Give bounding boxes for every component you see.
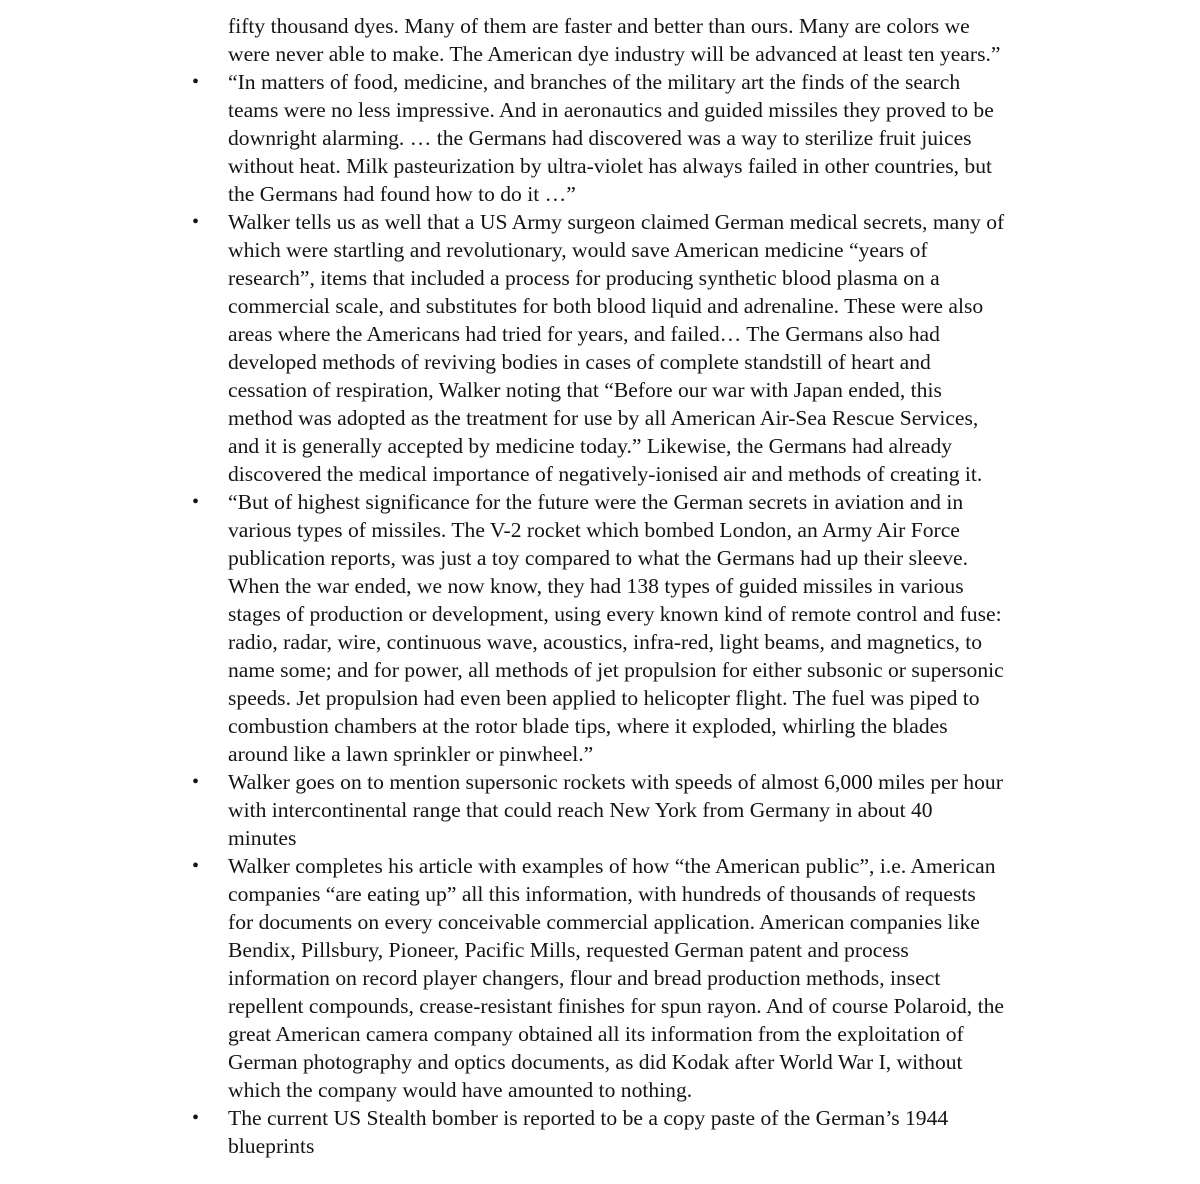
text-line: Walker tells us as well that a US Army surgeon claimed German medical secrets, many of bbox=[228, 210, 1005, 234]
text-line: various types of missiles. The V-2 rocket which bombed London, an Army Air Force bbox=[228, 518, 960, 542]
bullet-item-supersonic-rockets bbox=[0, 768, 1048, 852]
text-line: teams were no less impressive. And in aeronautics and guided missiles they proved to be bbox=[228, 98, 994, 122]
bullet-icon: • bbox=[192, 771, 200, 793]
bullet-icon: • bbox=[192, 211, 200, 233]
text-line: and it is generally accepted by medicine today.” Likewise, the Germans had already bbox=[228, 434, 953, 458]
text-line: publication reports, was just a toy compared to what the Germans had up their sleeve. bbox=[228, 546, 968, 570]
text-line: speeds. Jet propulsion had even been applied to helicopter flight. The fuel was piped to bbox=[228, 686, 980, 710]
text-line: for documents on every conceivable commercial application. American companies like bbox=[228, 910, 980, 934]
text-line: companies “are eating up” all this information, with hundreds of thousands of requests bbox=[228, 882, 976, 906]
bullet-icon: • bbox=[192, 71, 200, 93]
text-line: combustion chambers at the rotor blade tips, where it exploded, whirling the blades bbox=[228, 714, 948, 738]
text-line: information on record player changers, flour and bread production methods, insect bbox=[228, 966, 941, 990]
text-line: minutes bbox=[228, 826, 297, 850]
text-line: were never able to make. The American dye industry will be advanced at least ten years.” bbox=[228, 42, 1001, 66]
text-line: name some; and for power, all methods of jet propulsion for either subsonic or supersonic bbox=[228, 658, 1004, 682]
text-line: radio, radar, wire, continuous wave, acoustics, infra-red, light beams, and magnetics, to bbox=[228, 630, 983, 654]
bullet-item-food-medicine bbox=[0, 68, 1048, 208]
bullet-icon: • bbox=[192, 491, 200, 513]
text-line: Walker completes his article with examples of how “the American public”, i.e. American bbox=[228, 854, 996, 878]
bullet-icon: • bbox=[192, 1107, 200, 1129]
text-line: German photography and optics documents, as did Kodak after World War I, without bbox=[228, 1050, 963, 1074]
bullet-item-stealth-bomber bbox=[0, 1104, 1048, 1160]
text-line: Bendix, Pillsbury, Pioneer, Pacific Mills, requested German patent and process bbox=[228, 938, 909, 962]
text-line: commercial scale, and substitutes for both blood liquid and adrenaline. These were also bbox=[228, 294, 984, 318]
text-line: repellent compounds, crease-resistant finishes for spun rayon. And of course Polaroid, the bbox=[228, 994, 1004, 1018]
text-line: with intercontinental range that could reach New York from Germany in about 40 bbox=[228, 798, 933, 822]
text-line: fifty thousand dyes. Many of them are faster and better than ours. Many are colors we bbox=[228, 14, 970, 38]
text-line: Walker goes on to mention supersonic rockets with speeds of almost 6,000 miles per hour bbox=[228, 770, 1003, 794]
text-line: around like a lawn sprinkler or pinwheel.” bbox=[228, 742, 594, 766]
text-line: The current US Stealth bomber is reported to be a copy paste of the German’s 1944 bbox=[228, 1106, 949, 1130]
bullet-item-aviation-missiles bbox=[0, 488, 1048, 768]
bullet-list bbox=[0, 68, 1100, 1160]
text-line: method was adopted as the treatment for use by all American Air-Sea Rescue Services, bbox=[228, 406, 979, 430]
text-line: great American camera company obtained all its information from the exploitation of bbox=[228, 1022, 964, 1046]
text-line: “In matters of food, medicine, and branches of the military art the finds of the search bbox=[228, 70, 961, 94]
text-line: areas where the Americans had tried for years, and failed… The Germans also had bbox=[228, 322, 940, 346]
text-line: research”, items that included a process for producing synthetic blood plasma on a bbox=[228, 266, 940, 290]
continuation-paragraph bbox=[228, 12, 1048, 68]
text-line: which the company would have amounted to nothing. bbox=[228, 1078, 693, 1102]
text-line: cessation of respiration, Walker noting that “Before our war with Japan ended, this bbox=[228, 378, 942, 402]
text-line: stages of production or development, using every known kind of remote control and fuse: bbox=[228, 602, 1002, 626]
bullet-icon: • bbox=[192, 855, 200, 877]
bullet-item-medical-secrets bbox=[0, 208, 1048, 488]
text-line: without heat. Milk pasteurization by ultra-violet has always failed in other countries, but bbox=[228, 154, 992, 178]
text-line: blueprints bbox=[228, 1134, 315, 1158]
text-line: When the war ended, we now know, they had 138 types of guided missiles in various bbox=[228, 574, 964, 598]
text-line: developed methods of reviving bodies in cases of complete standstill of heart and bbox=[228, 350, 931, 374]
text-line: the Germans had found how to do it …” bbox=[228, 182, 576, 206]
text-line: which were startling and revolutionary, would save American medicine “years of bbox=[228, 238, 928, 262]
text-line: “But of highest significance for the future were the German secrets in aviation and in bbox=[228, 490, 964, 514]
text-line: downright alarming. … the Germans had discovered was a way to sterilize fruit juices bbox=[228, 126, 972, 150]
text-line: discovered the medical importance of negatively-ionised air and methods of creating it. bbox=[228, 462, 983, 486]
bullet-item-american-companies bbox=[0, 852, 1048, 1104]
